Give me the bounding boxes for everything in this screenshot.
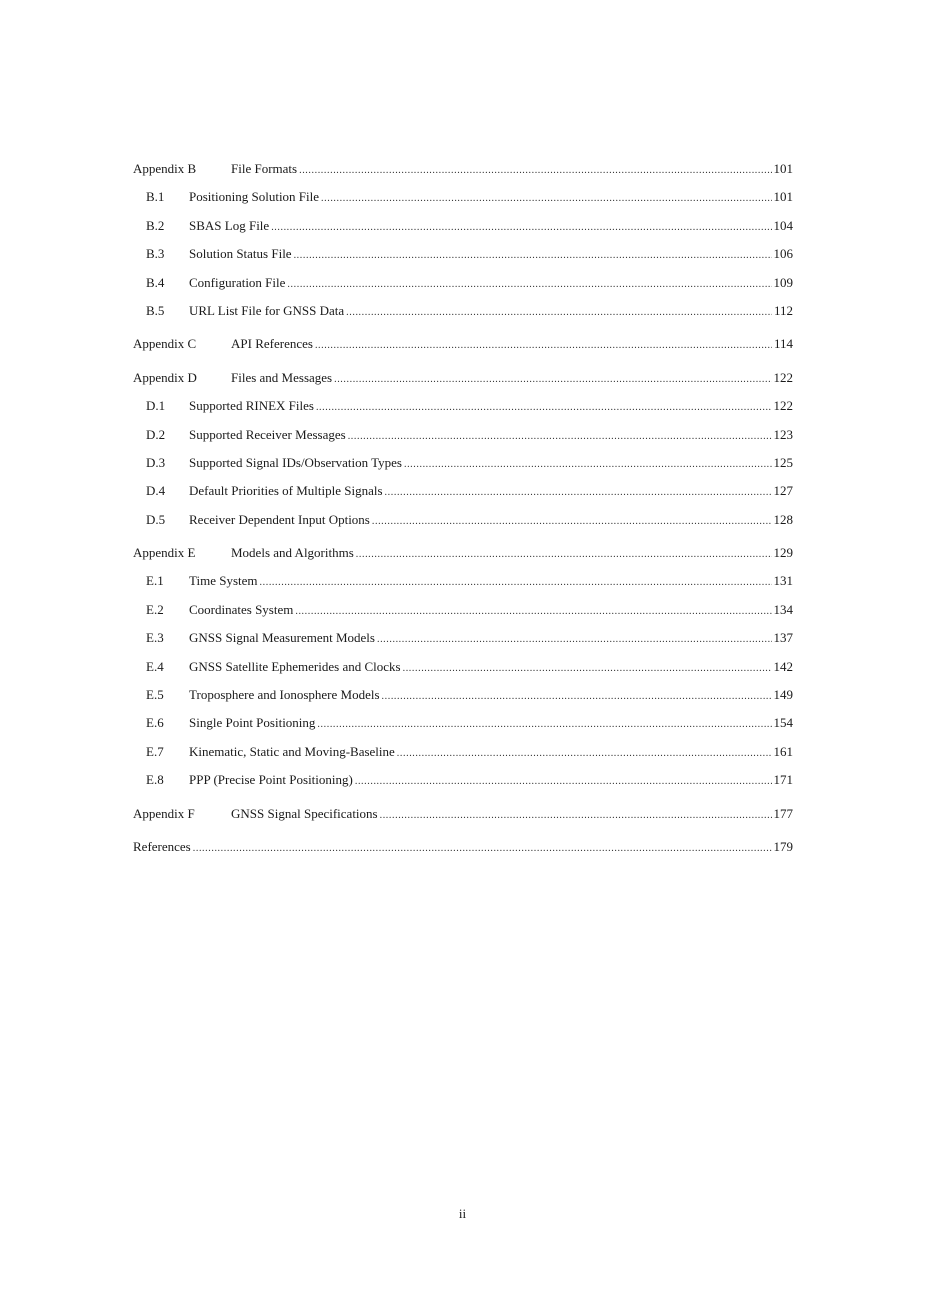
toc-dot-leader <box>397 744 772 764</box>
toc-entry-page: 123 <box>773 426 793 442</box>
toc-entry[interactable] <box>133 273 793 301</box>
toc-entry-title: Supported RINEX Files <box>189 398 314 414</box>
toc-entry[interactable] <box>133 425 793 453</box>
toc-entry[interactable] <box>133 770 793 798</box>
toc-entry-page: 109 <box>773 274 793 290</box>
toc-entry-number: B.3 <box>146 246 165 262</box>
toc-dot-leader <box>260 573 772 593</box>
toc-entry-page: 122 <box>773 369 793 385</box>
toc-entry-number: Appendix F <box>133 805 195 821</box>
toc-entry-title: URL List File for GNSS Data <box>189 302 345 318</box>
toc-entry-title: Models and Algorithms <box>231 545 354 561</box>
page-number: ii <box>458 1206 467 1221</box>
toc-entry-page: 122 <box>773 398 793 414</box>
toc-entry-title: Supported Signal IDs/Observation Types <box>189 454 402 470</box>
toc-dot-leader <box>299 161 771 181</box>
toc-entry-number: E.8 <box>146 772 164 788</box>
toc-dot-leader <box>382 687 772 707</box>
toc-entry-number: E.7 <box>146 743 164 759</box>
toc-entry-title: Kinematic, Static and Moving-Baseline <box>189 743 395 759</box>
toc-entry-page: 106 <box>773 246 793 262</box>
toc-entry-number: Appendix B <box>133 161 197 176</box>
toc-dot-leader <box>356 545 772 565</box>
toc-entry-page: 179 <box>773 838 793 854</box>
toc-entry-page: 125 <box>773 454 793 470</box>
toc-dot-leader <box>287 275 771 295</box>
toc-dot-leader <box>315 336 772 356</box>
toc-entry-number: D.5 <box>146 511 166 527</box>
toc-entry-number: D.4 <box>146 483 166 499</box>
toc-entry-title: References <box>133 838 191 854</box>
toc-entry-number: D.1 <box>146 398 166 414</box>
toc-entry-number: B.2 <box>146 217 165 233</box>
toc-entry-number: E.4 <box>146 658 164 674</box>
toc-entry-title: Positioning Solution File <box>189 189 320 205</box>
toc-entry[interactable] <box>133 713 793 741</box>
toc-dot-leader <box>321 189 771 209</box>
toc-entry-number: E.1 <box>146 573 164 589</box>
toc-dot-leader <box>385 483 772 503</box>
toc-entry[interactable] <box>133 510 793 538</box>
toc-entry-title: File Formats <box>231 161 298 176</box>
toc-entry-page: 177 <box>773 805 793 821</box>
toc-entry[interactable] <box>133 453 793 481</box>
toc-entry-number: D.2 <box>146 426 166 442</box>
toc-entry-number: Appendix E <box>133 545 196 561</box>
toc-entry-page: 128 <box>773 511 793 527</box>
toc-dot-leader <box>294 246 772 266</box>
toc-entry[interactable] <box>133 628 793 656</box>
toc-dot-leader <box>377 630 772 650</box>
toc-entry[interactable] <box>133 600 793 628</box>
toc-dot-leader <box>348 427 772 447</box>
toc-entry-number: E.2 <box>146 601 164 617</box>
toc-entry-page: 114 <box>773 336 793 352</box>
toc-entry-title: Receiver Dependent Input Options <box>189 511 370 527</box>
toc-entry-page: 149 <box>773 687 793 703</box>
toc-entry-title: Time System <box>189 573 258 589</box>
table-of-contents <box>133 159 793 865</box>
toc-entry-page: 127 <box>773 483 793 499</box>
toc-entry-number: E.3 <box>146 630 164 646</box>
toc-entry[interactable] <box>133 685 793 713</box>
toc-entry-title: PPP (Precise Point Positioning) <box>189 772 353 788</box>
toc-entry-title: Files and Messages <box>231 369 333 385</box>
toc-entry-title: Single Point Positioning <box>189 715 316 731</box>
toc-entry-page: 101 <box>773 189 793 205</box>
toc-dot-leader <box>334 370 771 390</box>
toc-entry-number: B.1 <box>146 189 165 205</box>
toc-dot-leader <box>317 715 771 735</box>
toc-entry-page: 154 <box>773 715 793 731</box>
toc-dot-leader <box>355 772 772 792</box>
toc-entry[interactable] <box>133 481 793 509</box>
toc-entry[interactable] <box>133 543 793 571</box>
toc-entry-number: Appendix D <box>133 369 197 385</box>
toc-entry-page: 129 <box>773 545 793 561</box>
toc-entry-page: 134 <box>773 601 793 617</box>
toc-entry-page: 131 <box>773 573 793 589</box>
toc-entry-title: Coordinates System <box>189 601 294 617</box>
toc-dot-leader <box>193 839 772 859</box>
toc-dot-leader <box>316 398 772 418</box>
toc-dot-leader <box>380 806 772 826</box>
toc-entry-page: 142 <box>773 658 793 674</box>
toc-entry[interactable] <box>133 657 793 685</box>
toc-entry[interactable] <box>133 396 793 424</box>
toc-entry[interactable] <box>133 742 793 770</box>
toc-entry-page: 161 <box>773 743 793 759</box>
toc-entry[interactable] <box>133 837 793 865</box>
toc-dot-leader <box>372 512 772 532</box>
toc-entry-page: 137 <box>773 630 793 646</box>
toc-dot-leader <box>404 455 772 475</box>
toc-entry-page: 171 <box>773 772 793 788</box>
toc-entry-number: B.4 <box>146 274 165 290</box>
toc-entry[interactable] <box>133 571 793 599</box>
toc-entry[interactable] <box>133 301 793 329</box>
toc-entry[interactable] <box>133 159 793 187</box>
toc-entry-title: Troposphere and Ionosphere Models <box>189 687 380 703</box>
toc-entry[interactable] <box>133 216 793 244</box>
toc-dot-leader <box>295 602 771 622</box>
toc-entry-title: SBAS Log File <box>189 217 270 233</box>
toc-entry[interactable] <box>133 244 793 272</box>
toc-entry-page: 112 <box>773 302 793 318</box>
toc-dot-leader <box>403 659 772 679</box>
toc-entry[interactable] <box>133 368 793 396</box>
toc-entry-title: Configuration File <box>189 274 286 290</box>
toc-entry-title: Solution Status File <box>189 246 292 262</box>
toc-entry-number: B.5 <box>146 302 165 318</box>
toc-entry-number: Appendix C <box>133 336 197 352</box>
toc-entry-title: API References <box>231 336 313 352</box>
toc-entry-title: GNSS Signal Specifications <box>231 805 378 821</box>
toc-entry-number: E.6 <box>146 715 164 731</box>
toc-entry-title: GNSS Satellite Ephemerides and Clocks <box>189 658 401 674</box>
toc-entry-title: Supported Receiver Messages <box>189 426 346 442</box>
toc-entry-number: D.3 <box>146 454 166 470</box>
toc-dot-leader <box>271 218 771 238</box>
toc-entry[interactable] <box>133 187 793 215</box>
toc-entry-title: GNSS Signal Measurement Models <box>189 630 375 646</box>
toc-entry-page: 104 <box>773 217 793 233</box>
toc-entry-page: 101 <box>773 161 793 176</box>
toc-entry[interactable] <box>133 334 793 362</box>
toc-dot-leader <box>346 303 772 323</box>
toc-entry-title: Default Priorities of Multiple Signals <box>189 483 383 499</box>
toc-entry[interactable] <box>133 804 793 832</box>
toc-entry-number: E.5 <box>146 687 164 703</box>
